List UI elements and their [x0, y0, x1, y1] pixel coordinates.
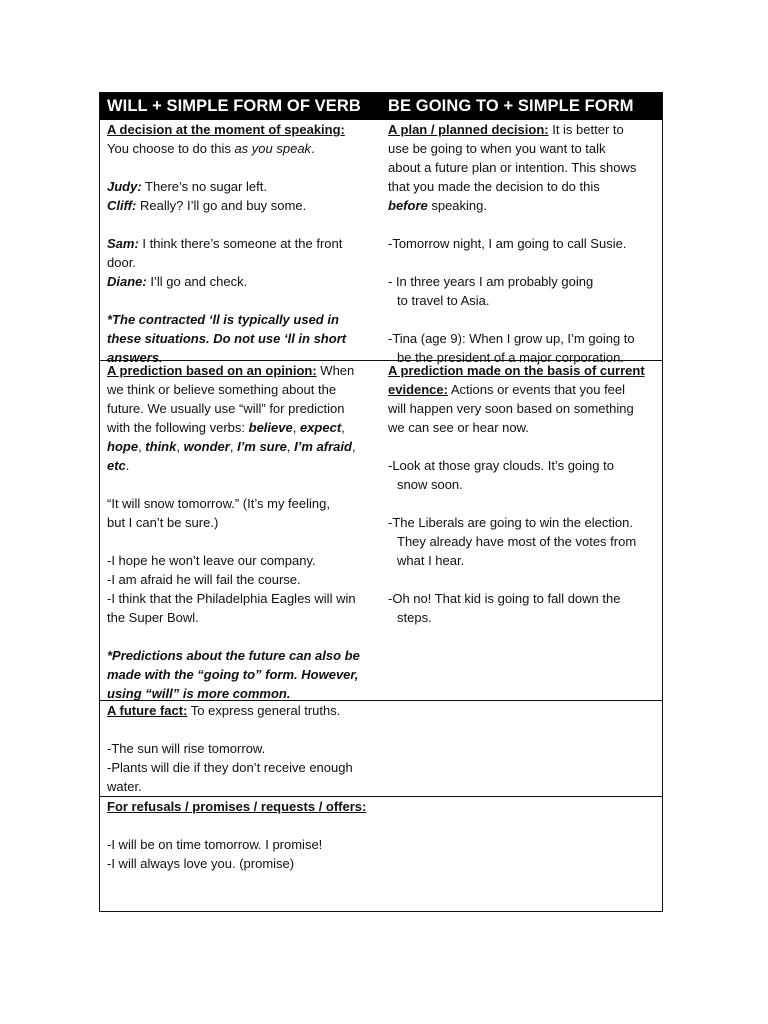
dialog-cliff: Cliff: Really? I’ll go and buy some.: [107, 198, 307, 213]
plan-example-3b: be the president of a major corporation.: [397, 350, 624, 365]
cell-refusals-promises: [100, 797, 662, 911]
dialog-sam: Sam: I think there’s someone at the front: [107, 236, 343, 251]
evidence-example-3a: -Oh no! That kid is going to fall down the: [388, 591, 621, 606]
evidence-example-1a: -Look at those gray clouds. It’s going to: [388, 458, 614, 473]
note-predictions-2: made with the “going to” form. However,: [107, 667, 359, 682]
opinion-line2: we think or believe something about the: [107, 382, 337, 397]
evidence-line2: will happen very soon based on something: [388, 401, 634, 416]
fact-example-2b: water.: [107, 779, 142, 794]
plan-line2: use be going to when you want to talk: [388, 141, 606, 156]
opinion-quote-2: but I can’t be sure.): [107, 515, 219, 530]
opinion-example-3a: -I think that the Philadelphia Eagles will win: [107, 591, 356, 606]
evidence-line1: evidence: Actions or events that you feel: [388, 382, 626, 397]
note-contracted-3: answers.: [107, 350, 163, 365]
cell-future-fact: [100, 701, 662, 796]
row-prediction: [100, 360, 662, 700]
plan-example-2a: - In three years I am probably going: [388, 274, 594, 289]
grammar-table: [99, 92, 663, 912]
opinion-example-3b: the Super Bowl.: [107, 610, 199, 625]
row-refusals-promises: [100, 796, 662, 911]
opinion-example-2: -I am afraid he will fail the course.: [107, 572, 301, 587]
opinion-line3: future. We usually use “will” for prediction: [107, 401, 345, 416]
evidence-example-2a: -The Liberals are going to win the election.: [388, 515, 633, 530]
evidence-heading-1: A prediction made on the basis of current: [388, 363, 645, 378]
dialog-diane: Diane: I’ll go and check.: [107, 274, 248, 289]
cell-prediction-opinion: [100, 361, 382, 700]
dialog-judy: Judy: There’s no sugar left.: [107, 179, 267, 194]
evidence-example-2b: They already have most of the votes from: [397, 534, 637, 549]
decision-line1: You choose to do this as you speak.: [107, 141, 315, 156]
evidence-example-1b: snow soon.: [397, 477, 463, 492]
opinion-line1: A prediction based on an opinion: When: [107, 363, 355, 378]
promises-example-2: -I will always love you. (promise): [107, 856, 295, 871]
note-contracted-1: *The contracted ‘ll is typically used in: [107, 312, 339, 327]
promises-heading: For refusals / promises / requests / offers:: [107, 799, 367, 814]
header-will: WILL + SIMPLE FORM OF VERB: [107, 97, 361, 115]
row-future-fact: [100, 700, 662, 796]
promises-example-1: -I will be on time tomorrow. I promise!: [107, 837, 323, 852]
header-going-to: BE GOING TO + SIMPLE FORM: [388, 97, 634, 115]
heading-decision: A decision at the moment of speaking:: [107, 122, 345, 137]
opinion-line4: with the following verbs: believe, expect,: [107, 420, 345, 435]
plan-line5: before speaking.: [388, 198, 487, 213]
cell-planned-decision: [382, 120, 662, 365]
plan-example-2b: to travel to Asia.: [397, 293, 490, 308]
row-decision-plan: [100, 120, 662, 365]
evidence-example-3b: steps.: [397, 610, 432, 625]
plan-line4: that you made the decision to do this: [388, 179, 600, 194]
opinion-quote-1: “It will snow tomorrow.” (It’s my feeling,: [107, 496, 330, 511]
cell-prediction-evidence: [382, 361, 662, 700]
fact-example-1: -The sun will rise tomorrow.: [107, 741, 266, 756]
evidence-example-2c: what I hear.: [397, 553, 465, 568]
note-contracted-2: these situations. Do not use ‘ll in short: [107, 331, 347, 346]
opinion-line5: hope, think, wonder, I’m sure, I’m afraid,: [107, 439, 356, 454]
table-header: [100, 93, 662, 120]
opinion-example-1: -I hope he won’t leave our company.: [107, 553, 316, 568]
note-predictions-3: using “will” is more common.: [107, 686, 291, 701]
evidence-line3: we can see or hear now.: [388, 420, 529, 435]
note-predictions-1: *Predictions about the future can also be: [107, 648, 360, 663]
plan-line3: about a future plan or intention. This shows: [388, 160, 637, 175]
cell-decision-moment: [100, 120, 382, 365]
plan-example-1: -Tomorrow night, I am going to call Susie.: [388, 236, 627, 251]
dialog-sam-cont: door.: [107, 255, 136, 270]
plan-line1: A plan / planned decision: It is better to: [388, 122, 624, 137]
fact-example-2a: -Plants will die if they don’t receive enough: [107, 760, 353, 775]
fact-line1: A future fact: To express general truths.: [107, 703, 341, 718]
plan-example-3a: -Tina (age 9): When I grow up, I’m going to: [388, 331, 635, 346]
opinion-line6: etc.: [107, 458, 130, 473]
